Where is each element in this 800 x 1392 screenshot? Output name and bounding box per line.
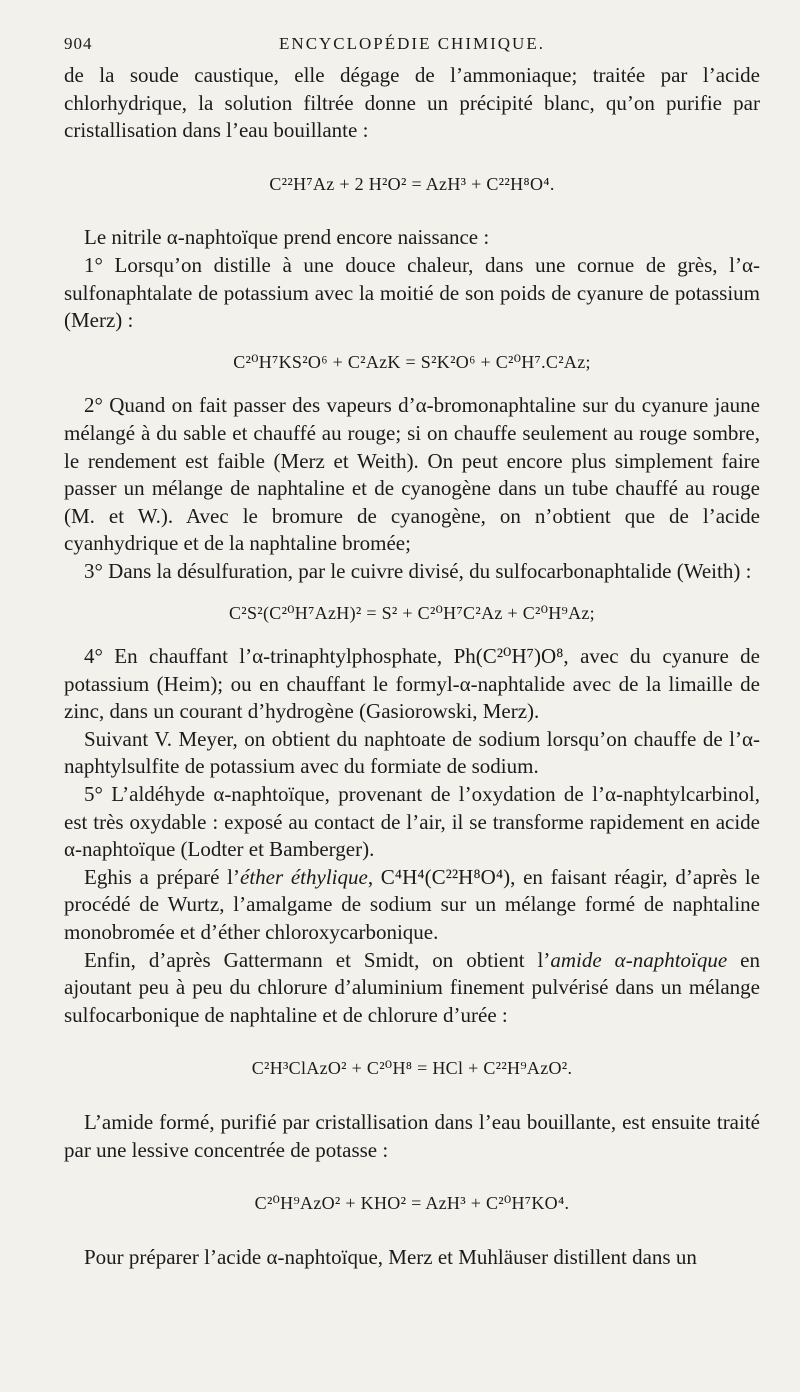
page-header (64, 30, 760, 62)
paragraph (64, 864, 760, 947)
text-run: Eghis a préparé l’ (84, 864, 241, 889)
paragraph: Suivant V. Meyer, on obtient du naphtoate de sodium lorsqu’on chauffe de l’α-naphtylsulfite de potassium avec du formiate de sodium. (64, 726, 760, 779)
text-run: Enfin, d’après Gattermann et Smidt, on obtient l’ (84, 947, 551, 972)
paragraph: de la soude caustique, elle dégage de l’ammoniaque; traitée par l’acide chlorhydrique, la solution filtrée donne un précipité blanc, qu’on purifie par cristallisation dans l’eau bouillante : (64, 63, 760, 143)
formula: C²⁰H⁹AzO² + KHO² = AzH³ + C²⁰H⁷KO⁴. (254, 1193, 570, 1214)
page-number: 904 (64, 34, 93, 53)
italic-term: éther éthylique (240, 864, 368, 889)
paragraph: Pour préparer l’acide α-naphtoïque, Merz et Muhläuser distillent dans un (84, 1244, 697, 1269)
paragraph: Le nitrile α-naphtoïque prend encore naissance : (84, 225, 490, 250)
paragraph: 2° Quand on fait passer des vapeurs d’α-bromonaphtaline sur du cyanure jaune mélangé à du sable et chauffé au rouge; si on chauffe seulement au rouge sombre, le rendement est faible (Merz et Weith). On peut encore plus simplement faire passer un mélange de naphtaline et de cyanogène dans un tube chauffé au rouge (M. et W.). Avec le bromure de cyanogène, on n’obtient que de l’acide cyanhydrique et de la naphtaline bromée; (64, 393, 760, 556)
formula: C²⁰H⁷KS²O⁶ + C²AzK = S²K²O⁶ + C²⁰H⁷.C²Az; (233, 351, 591, 372)
paragraph: L’amide formé, purifié par cristallisation dans l’eau bouillante, est ensuite traité par une lessive concentrée de potasse : (64, 1110, 760, 1162)
paragraph: 4° En chauffant l’α-trinaphtylphosphate, Ph(C²⁰H⁷)O⁸, avec du cyanure de potassium (Heim); ou en chauffant le formyl-α-naphtalide avec de la limaille de zinc, dans un courant d’hydrogène (Gasiorowski, Merz). (64, 644, 760, 724)
paragraph: 1° Lorsqu’on distille à une douce chaleur, dans une cornue de grès, l’α-sulfonaphtalate de potassium avec la moitié de son poids de cyanure de potassium (Merz) : (64, 252, 760, 333)
paragraph: 3° Dans la désulfuration, par le cuivre divisé, du sulfocarbonaphtalide (Weith) : (84, 558, 752, 583)
text-run: , C⁴H⁴(C²²H⁸O⁴), en faisant réagir, d’après le procédé de Wurtz, l’amalgame de sodium sur un mélange formé de naphtaline monobromée et d’éther chloroxycarbonique. (64, 864, 760, 945)
page-body (64, 62, 760, 1271)
paragraph (64, 947, 760, 1030)
formula: C²S²(C²⁰H⁷AzH)² = S² + C²⁰H⁷C²Az + C²⁰H⁹Az; (228, 602, 595, 623)
paragraph: 5° L’aldéhyde α-naphtoïque, provenant de l’oxydation de l’α-naphtylcarbinol, est très oxydable : exposé au contact de l’air, il se transforme rapidement en acide α-naphtoïque (Lodter et Bamberger). (64, 782, 760, 862)
running-title: ENCYCLOPÉDIE CHIMIQUE. (279, 34, 545, 53)
italic-term: amide α-naphtoïque (550, 947, 728, 972)
text-run: en ajoutant peu à peu du chlorure d’aluminium finement pulvérisé dans un mélange sulfocarbonique de naphtaline et de chlorure d’urée : (64, 947, 760, 1027)
formula: C²H³ClAzO² + C²⁰H⁸ = HCl + C²²H⁹AzO². (251, 1058, 573, 1079)
formula: C²²H⁷Az + 2 H²O² = AzH³ + C²²H⁸O⁴. (269, 173, 555, 194)
